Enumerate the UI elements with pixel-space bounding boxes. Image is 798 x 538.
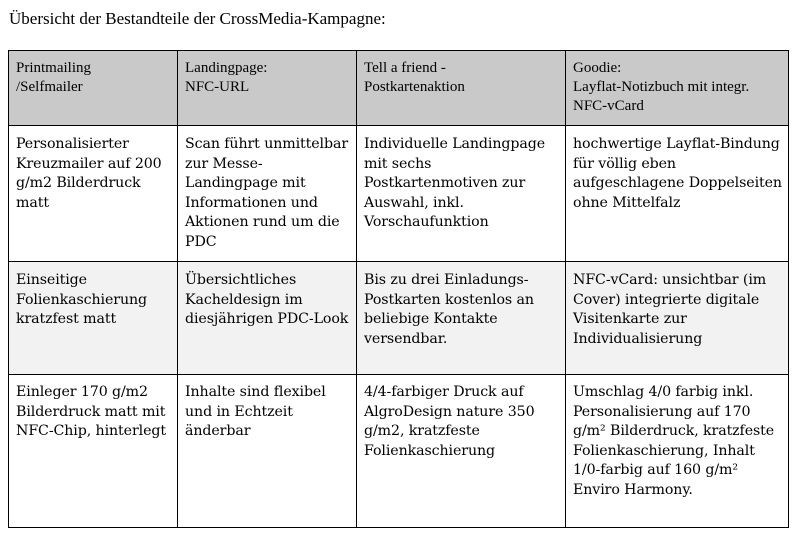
table-cell [566,126,789,262]
cell-line: Individualisierung [573,330,703,347]
cell-line: NFC-vCard: unsichtbar (im [573,272,767,288]
cell-line: Personalisierter [16,136,129,152]
cell-line: PDC [185,233,217,250]
cell-line: Einleger 170 g/m2 [16,384,148,400]
cell-line: und in Echtzeit [185,403,293,420]
table-cell [9,375,178,528]
cell-line: Personalisierung auf 170 [573,403,751,420]
cell-line: Folienkaschierung, Inhalt [573,442,755,459]
cell-line: matt [16,194,49,211]
cell-line: änderbar [185,423,251,440]
cell-line: Tell a friend - [364,60,446,76]
cell-line: Postkartenmotiven zur [364,175,526,192]
cell-line: Individuelle Landingpage [364,136,545,152]
cell-line: Bilderdruck matt mit [16,403,166,420]
cell-line: ohne Mittelfalz [573,194,681,211]
table-cell [357,126,566,262]
cell-line: Scan führt unmittelbar [185,136,349,152]
cell-line: Umschlag 4/0 farbig inkl. [573,384,754,400]
cell-line: Informationen und [185,194,318,211]
cell-line: 1/0-farbig auf 160 g/m² [573,462,738,479]
table-cell [357,262,566,375]
cell-line: Folienkaschierung [16,291,148,308]
cell-line: diesjährigen PDC-Look [185,311,349,328]
cell-line: Layflat-Notizbuch mit integr. [573,79,750,95]
cell-line: NFC-Chip, hinterlegt [16,423,166,440]
cell-line: g/m2, kratzfeste [364,423,480,440]
cell-line: NFC-vCard [573,98,644,114]
cell-line: Landingpage: [185,60,268,76]
table-cell [9,262,178,375]
cell-line: Inhalte sind flexibel [185,384,326,400]
cell-line: versendbar. [364,330,448,347]
cell-line: NFC-URL [185,79,250,95]
cell-line: Auswahl, inkl. [364,194,464,211]
cell-line: kratzfest matt [16,311,117,328]
table-cell [566,375,789,528]
cell-line: Aktionen rund um die [185,214,340,231]
cell-line: Vorschaufunktion [364,214,489,231]
cell-line: AlgroDesign nature 350 [364,403,535,420]
cell-line: zur Messe- [185,155,263,172]
table-cell [178,126,357,262]
cell-line: g/m2 Bilderdruck [16,175,141,192]
cell-line: Einseitige [16,272,87,288]
cell-line: Kacheldesign im [185,291,303,308]
table-row [9,375,789,528]
cell-line: 4/4-farbiger Druck auf [364,384,524,400]
cell-line: g/m² Bilderdruck, kratzfeste [573,423,775,440]
cell-line: Cover) integrierte digitale [573,291,760,308]
cell-line: hochwertige Layflat-Bindung [573,136,780,152]
document-heading: Übersicht der Bestandteile der CrossMedia-Kampagne: [9,9,386,28]
table-row [9,262,789,375]
cell-line: Postkartenaktion [364,79,465,95]
cell-line: /Selfmailer [16,79,83,95]
table-cell [9,126,178,262]
table-cell [357,375,566,528]
cell-line: Übersichtliches [185,272,297,288]
table-row [9,126,789,262]
header-cell-goodie [566,51,789,126]
header-cell-printmailing [9,51,178,126]
table-cell [566,262,789,375]
cell-line: Visitenkarte zur [573,311,687,328]
table-header-row [9,51,789,126]
campaign-components-table [8,50,789,528]
cell-line: Folienkaschierung [364,442,496,459]
cell-line: Postkarten kostenlos an [364,291,534,308]
cell-line: Bis zu drei Einladungs- [364,272,529,288]
table-cell [178,262,357,375]
cell-line: für völlig eben [573,155,676,172]
cell-line: beliebige Kontakte [364,311,498,328]
cell-line: Enviro Harmony. [573,481,693,498]
cell-line: Printmailing [16,60,91,76]
cell-line: mit sechs [364,155,432,172]
cell-line: Kreuzmailer auf 200 [16,155,162,172]
cell-line: aufgeschlagene Doppelseiten [573,175,782,192]
cell-line: Goodie: [573,60,622,76]
header-cell-tell-a-friend [357,51,566,126]
header-cell-landingpage [178,51,357,126]
table-cell [178,375,357,528]
cell-line: Landingpage mit [185,175,306,192]
